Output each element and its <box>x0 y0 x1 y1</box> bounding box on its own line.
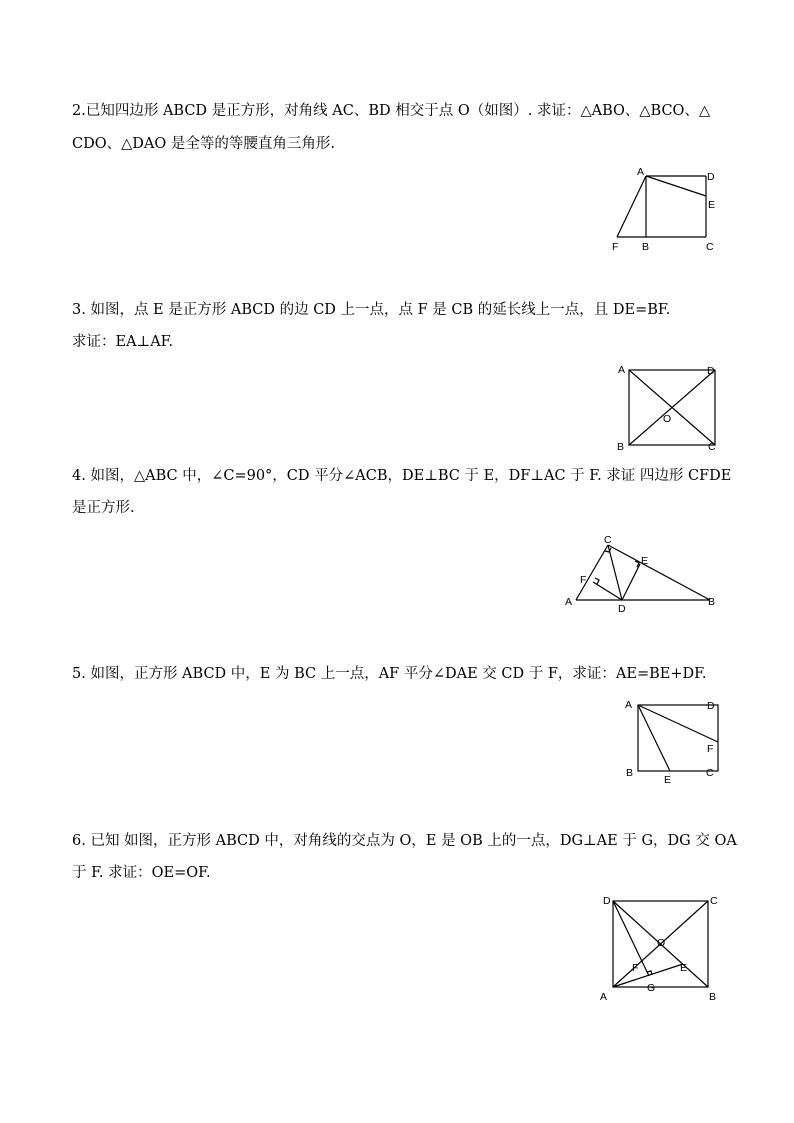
problem-5-line-1: 5. 如图，正方形 ABCD 中，E 为 BC 上一点，AF 平分∠DAE 交 CD 于 F，求证：AE=BE+DF. <box>72 666 707 682</box>
figure-square-diagonals <box>610 360 730 460</box>
label-C: C <box>604 534 612 546</box>
label-B: B <box>708 596 716 608</box>
problem-2-line-1: 2.已知四边形 ABCD 是正方形，对角线 AC、BD 相交于点 O（如图）. 求证：△ABO、△BCO、△ <box>72 103 711 119</box>
label-F: F <box>580 574 587 586</box>
label-E: E <box>680 962 688 974</box>
label-E: E <box>708 199 716 211</box>
label-D: D <box>707 700 715 712</box>
label-A: A <box>625 699 633 711</box>
figure-right-triangle-square <box>560 530 730 620</box>
problem-4-line-1: 4. 如图，△ABC 中，∠C=90°，CD 平分∠ACB，DE⊥BC 于 E，DF⊥AC 于 F. 求证 四边形 CFDE <box>72 468 732 484</box>
label-C: C <box>706 767 714 779</box>
label-B: B <box>642 241 650 253</box>
problem-6-line-2: 于 F. 求证：OE=OF. <box>72 865 211 881</box>
label-O: O <box>663 413 672 425</box>
label-A: A <box>618 364 626 376</box>
label-G: G <box>647 982 656 994</box>
label-E: E <box>641 555 649 567</box>
label-C: C <box>708 441 716 453</box>
problem-3-line-2: 求证：EA⊥AF. <box>72 334 174 350</box>
figure-square-bisector <box>620 695 730 790</box>
label-D: D <box>603 895 611 907</box>
label-F: F <box>632 962 639 974</box>
problem-3-line-1: 3. 如图，点 E 是正方形 ABCD 的边 CD 上一点，点 F 是 CB 的延长线上一点，且 DE=BF. <box>72 302 671 318</box>
label-O: O <box>657 937 666 949</box>
label-B: B <box>626 767 634 779</box>
label-C: C <box>710 895 718 907</box>
label-A: A <box>600 991 608 1003</box>
label-E: E <box>664 774 672 786</box>
label-D: D <box>618 603 626 615</box>
problem-2-line-2: CDO、△DAO 是全等的等腰直角三角形. <box>72 136 335 152</box>
label-C: C <box>706 241 714 253</box>
label-D: D <box>707 171 715 183</box>
label-F: F <box>707 743 714 755</box>
figure-square-extension <box>600 160 730 260</box>
problem-4-line-2: 是正方形. <box>72 500 135 516</box>
problem-6-line-1: 6. 已知 如图，正方形 ABCD 中，对角线的交点为 O，E 是 OB 上的一点，DG⊥AE 于 G，DG 交 OA <box>72 833 737 849</box>
label-D: D <box>707 365 715 377</box>
label-F: F <box>612 241 619 253</box>
label-A: A <box>565 596 573 608</box>
label-B: B <box>709 991 717 1003</box>
figure-square-perpendicular <box>595 890 725 1010</box>
label-A: A <box>637 166 645 178</box>
label-B: B <box>617 441 625 453</box>
